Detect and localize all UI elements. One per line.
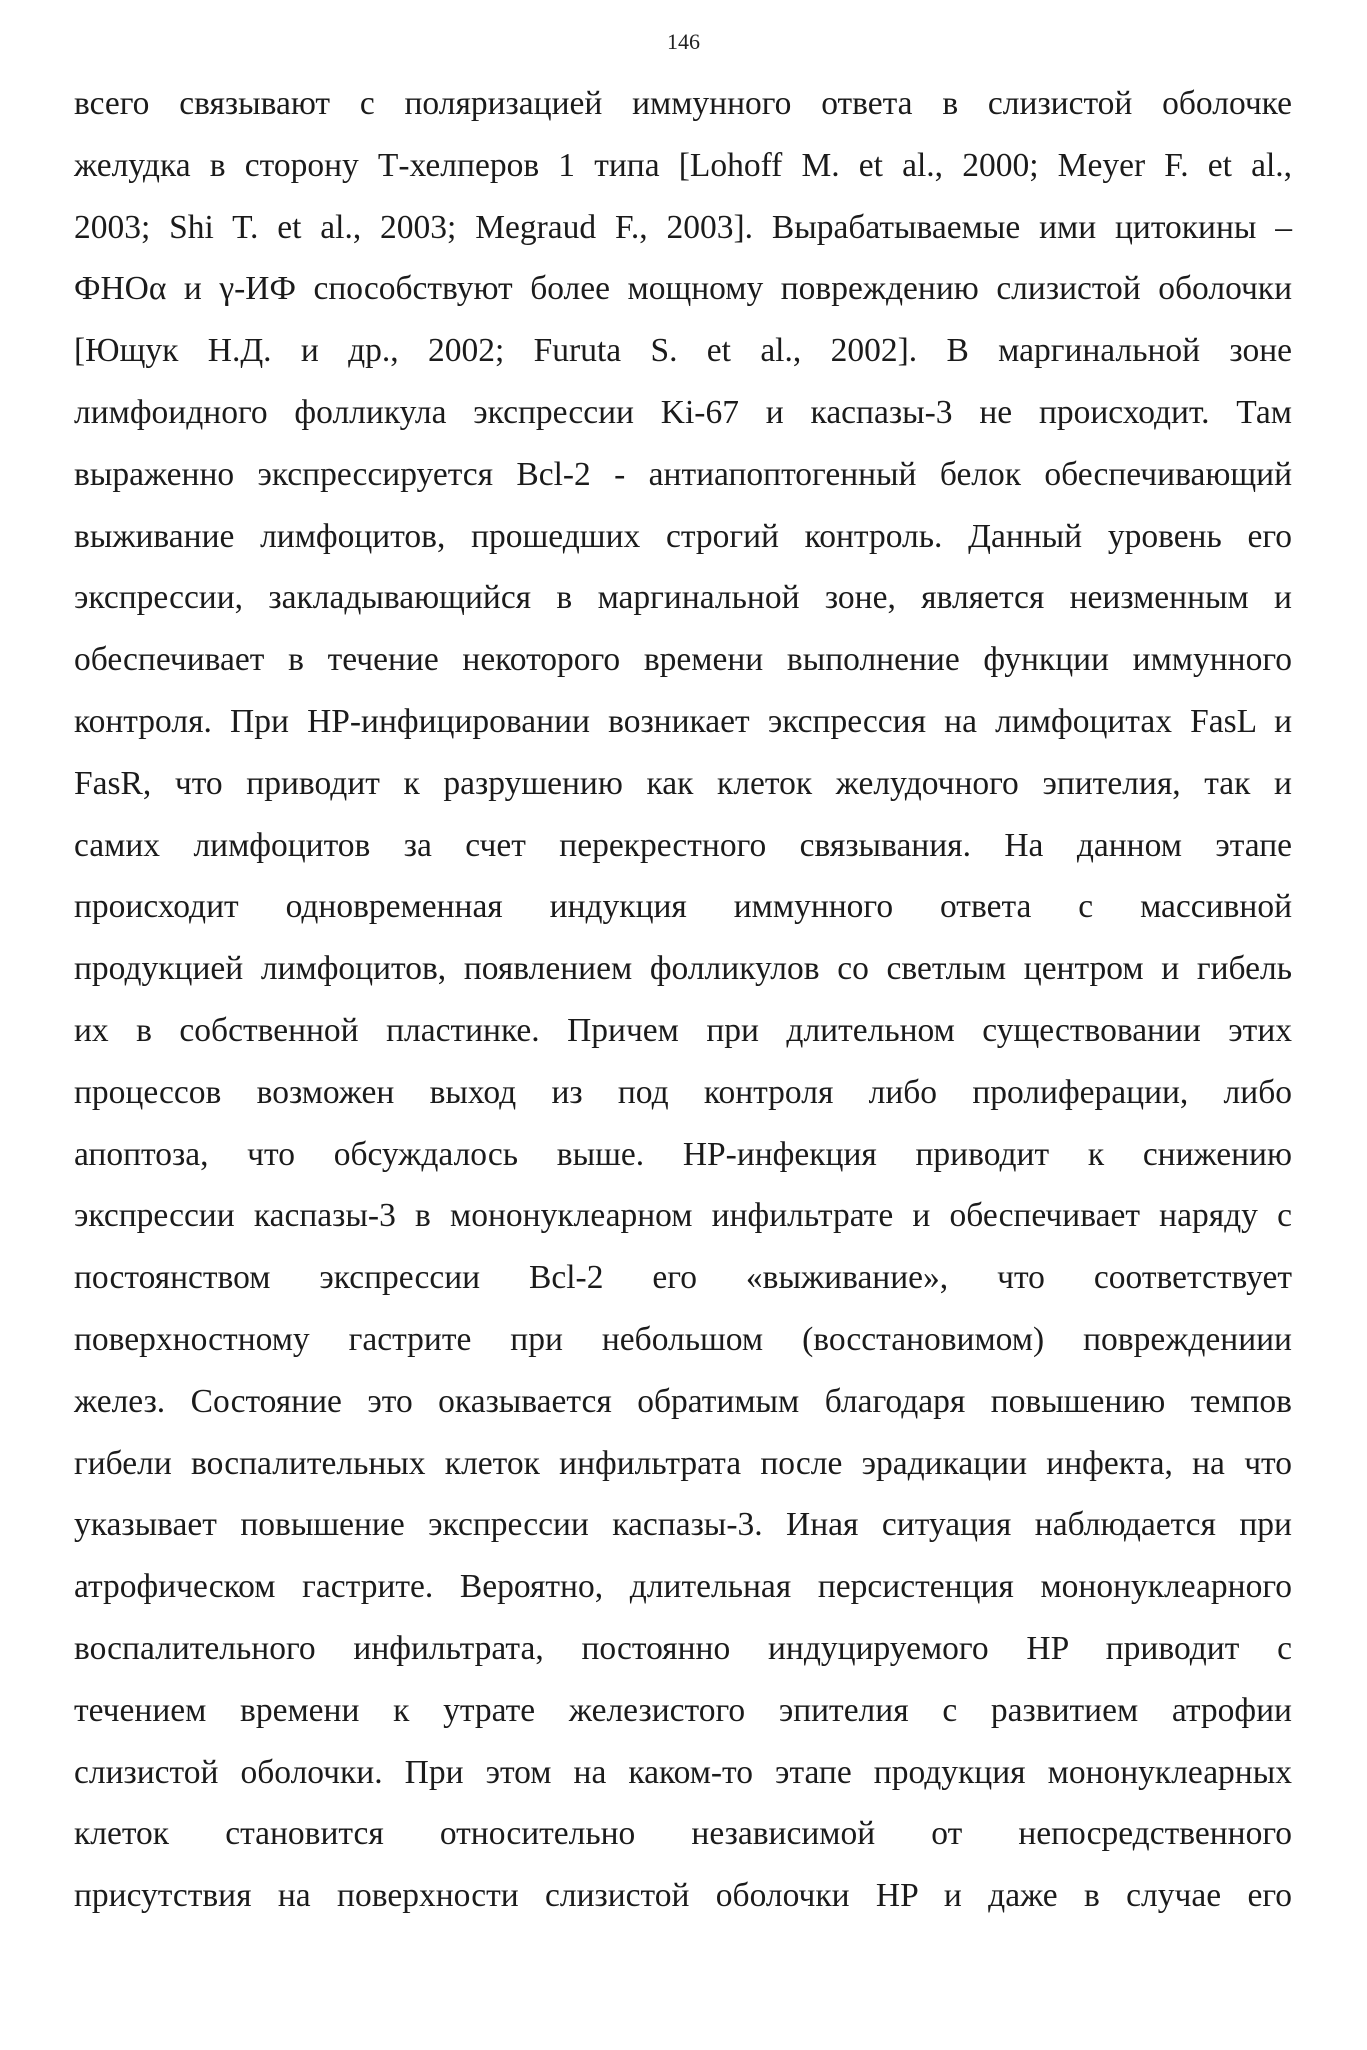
- text-line: обеспечивает в течение некоторого времени выполнение функции иммунного: [74, 641, 1292, 679]
- text-line: лимфоидного фолликула экспрессии Ki-67 и каспазы-3 не происходит. Там: [74, 393, 1292, 431]
- text-line: воспалительного инфильтрата, постоянно индуцируемого HP приводит с: [74, 1629, 1292, 1667]
- text-line: всего связывают с поляризацией иммунного ответа в слизистой оболочке: [74, 85, 1292, 122]
- text-line: указывает повышение экспрессии каспазы-3. Иная ситуация наблюдается при: [74, 1506, 1292, 1544]
- text-line: выживание лимфоцитов, прошедших строгий контроль. Данный уровень его: [74, 517, 1292, 555]
- text-line: [Ющук Н.Д. и др., 2002; Furuta S. et al., 2002]. В маргинальной зоне: [74, 332, 1292, 370]
- body-text: [74, 78, 1292, 1932]
- text-line: поверхностному гастрите при небольшом (восстановимом) повреждениии: [74, 1320, 1292, 1358]
- text-line: атрофическом гастрите. Вероятно, длительная персистенция мононуклеарного: [74, 1568, 1292, 1606]
- text-line: экспрессии, закладывающийся в маргинальной зоне, является неизменным и: [74, 579, 1292, 617]
- text-line: желудка в сторону Т-хелперов 1 типа [Lohoff M. et al., 2000; Meyer F. et al.,: [74, 146, 1292, 184]
- text-line: постоянством экспрессии Bcl-2 его «выживание», что соответствует: [74, 1259, 1292, 1297]
- text-line: гибели воспалительных клеток инфильтрата после эрадикации инфекта, на что: [74, 1444, 1292, 1482]
- text-line: апоптоза, что обсуждалось выше. HP-инфекция приводит к снижению: [74, 1135, 1292, 1173]
- text-line: процессов возможен выход из под контроля либо пролиферации, либо: [74, 1073, 1292, 1111]
- text-line: течением времени к утрате железистого эпителия с развитием атрофии: [74, 1691, 1292, 1729]
- text-line: контроля. При HP-инфицировании возникает экспрессия на лимфоцитах FasL и: [74, 702, 1292, 740]
- text-line: клеток становится относительно независимой от непосредственного: [74, 1815, 1292, 1853]
- page-number: 146: [667, 29, 700, 54]
- text-line: FasR, что приводит к разрушению как клеток желудочного эпителия, так и: [74, 764, 1292, 802]
- text-line: самих лимфоцитов за счет перекрестного связывания. На данном этапе: [74, 826, 1292, 864]
- text-line: их в собственной пластинке. Причем при длительном существовании этих: [74, 1011, 1292, 1049]
- text-line: присутствия на поверхности слизистой оболочки HP и даже в случае его: [74, 1877, 1292, 1915]
- text-line: продукцией лимфоцитов, появлением фолликулов со светлым центром и гибель: [74, 950, 1292, 988]
- text-line: слизистой оболочки. При этом на каком-то этапе продукция мононуклеарных: [74, 1753, 1292, 1791]
- text-line: 2003; Shi T. et al., 2003; Megraud F., 2003]. Вырабатываемые ими цитокины –: [74, 208, 1292, 246]
- text-line: происходит одновременная индукция иммунного ответа с массивной: [74, 888, 1292, 926]
- text-line: ФНОα и γ-ИФ способствуют более мощному повреждению слизистой оболочки: [74, 270, 1292, 308]
- text-line: желез. Состояние это оказывается обратимым благодаря повышению темпов: [74, 1382, 1292, 1420]
- text-line: экспрессии каспазы-3 в мононуклеарном инфильтрате и обеспечивает наряду с: [74, 1197, 1292, 1235]
- text-line: выраженно экспрессируется Bcl-2 - антиапоптогенный белок обеспечивающий: [74, 455, 1292, 493]
